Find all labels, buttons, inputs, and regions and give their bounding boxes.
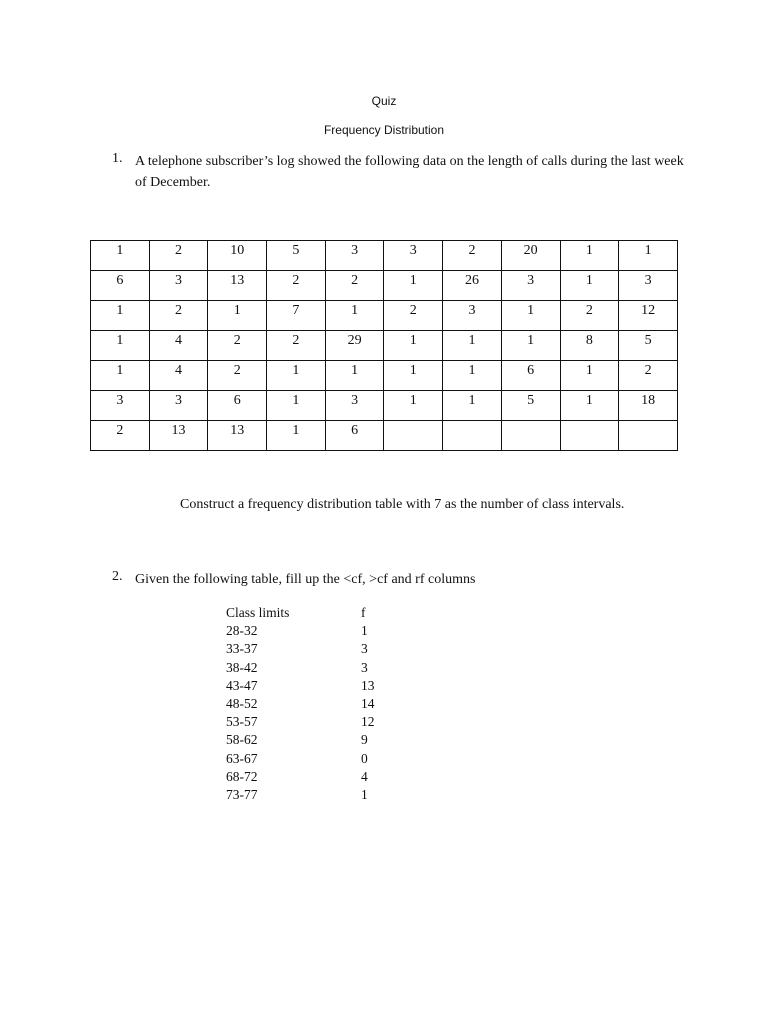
- table-row: [91, 301, 678, 331]
- table-cell: [443, 421, 502, 451]
- table-row: [226, 751, 375, 769]
- page-subtitle: Frequency Distribution: [323, 123, 445, 137]
- table-cell: 1: [384, 391, 443, 421]
- frequency-cell: 1: [361, 786, 368, 802]
- table-row: [226, 696, 375, 714]
- table-cell: 1: [384, 331, 443, 361]
- question-1-instruction: Construct a frequency distribution table with 7 as the number of class intervals.: [180, 497, 625, 512]
- class-limits-table: [226, 605, 375, 805]
- table-cell: 1: [501, 331, 560, 361]
- class-limit-cell: 58-62: [226, 732, 258, 748]
- table-row: [226, 732, 375, 750]
- table-cell: 1: [91, 331, 150, 361]
- frequency-cell: 4: [361, 768, 368, 784]
- table-cell: 2: [267, 331, 326, 361]
- class-limit-cell: 68-72: [226, 768, 258, 784]
- table-cell: 4: [149, 361, 208, 391]
- question-2-text: Given the following table, fill up the <cf, >cf and rf columns: [135, 572, 476, 587]
- table-cell: 2: [208, 331, 267, 361]
- table-row: [226, 769, 375, 787]
- table-cell: 2: [560, 301, 619, 331]
- table-cell: 3: [325, 241, 384, 271]
- table-cell: 1: [501, 301, 560, 331]
- table-cell: [619, 421, 678, 451]
- call-length-table-body: [91, 241, 678, 451]
- question-1-text: A telephone subscriber’s log showed the following data on the length of calls during the last week of December.: [135, 154, 684, 190]
- table-cell: 3: [91, 391, 150, 421]
- table-cell: 2: [619, 361, 678, 391]
- table-cell: 1: [560, 271, 619, 301]
- table-cell: 18: [619, 391, 678, 421]
- table-cell: 20: [501, 241, 560, 271]
- table-cell: [501, 421, 560, 451]
- frequency-cell: 0: [361, 750, 368, 766]
- call-length-table: [90, 240, 678, 451]
- table-cell: 3: [149, 271, 208, 301]
- table-cell: 2: [91, 421, 150, 451]
- table-cell: 12: [619, 301, 678, 331]
- table-cell: 8: [560, 331, 619, 361]
- table-row: [91, 421, 678, 451]
- table-cell: 1: [384, 361, 443, 391]
- table-cell: 1: [91, 301, 150, 331]
- frequency-cell: 1: [361, 623, 368, 639]
- question-1-number: 1.: [112, 151, 123, 166]
- class-limit-cell: 48-52: [226, 695, 258, 711]
- table-cell: 1: [443, 361, 502, 391]
- table-cell: 1: [443, 391, 502, 421]
- table-cell: 1: [560, 241, 619, 271]
- class-limits-header-row: [226, 605, 375, 623]
- table-cell: 13: [208, 421, 267, 451]
- frequency-cell: 3: [361, 641, 368, 657]
- table-cell: 6: [325, 421, 384, 451]
- table-cell: 1: [443, 331, 502, 361]
- table-row: [226, 660, 375, 678]
- table-cell: 2: [267, 271, 326, 301]
- table-cell: 29: [325, 331, 384, 361]
- class-limit-cell: 63-67: [226, 750, 258, 766]
- frequency-cell: 14: [361, 695, 375, 711]
- table-cell: 5: [501, 391, 560, 421]
- table-cell: 3: [384, 241, 443, 271]
- table-cell: 10: [208, 241, 267, 271]
- table-cell: 3: [443, 301, 502, 331]
- table-cell: 1: [325, 301, 384, 331]
- table-cell: 5: [267, 241, 326, 271]
- table-cell: 1: [91, 361, 150, 391]
- table-cell: 1: [619, 241, 678, 271]
- table-cell: 2: [443, 241, 502, 271]
- table-cell: 1: [325, 361, 384, 391]
- class-limit-cell: 53-57: [226, 714, 258, 730]
- frequency-cell: 9: [361, 732, 368, 748]
- table-row: [226, 641, 375, 659]
- table-cell: 3: [149, 391, 208, 421]
- frequency-cell: 13: [361, 677, 375, 693]
- frequency-cell: 3: [361, 659, 368, 675]
- table-cell: 1: [560, 391, 619, 421]
- table-cell: 1: [267, 391, 326, 421]
- table-row: [91, 241, 678, 271]
- table-row: [226, 787, 375, 805]
- class-limit-cell: 43-47: [226, 677, 258, 693]
- table-row: [91, 331, 678, 361]
- table-cell: 1: [91, 241, 150, 271]
- table-cell: 1: [267, 361, 326, 391]
- table-row: [226, 714, 375, 732]
- class-limits-table-body: [226, 623, 375, 805]
- class-limit-cell: 73-77: [226, 786, 258, 802]
- table-cell: 3: [619, 271, 678, 301]
- table-cell: 7: [267, 301, 326, 331]
- class-limit-cell: 33-37: [226, 641, 258, 657]
- table-row: [91, 271, 678, 301]
- table-cell: 1: [208, 301, 267, 331]
- frequency-header: f: [361, 605, 366, 620]
- table-row: [91, 361, 678, 391]
- table-row: [91, 391, 678, 421]
- table-cell: 3: [501, 271, 560, 301]
- table-cell: 26: [443, 271, 502, 301]
- table-cell: 1: [267, 421, 326, 451]
- table-cell: 2: [384, 301, 443, 331]
- table-cell: 13: [149, 421, 208, 451]
- table-cell: 6: [91, 271, 150, 301]
- table-cell: [560, 421, 619, 451]
- class-limits-header: Class limits: [226, 605, 290, 620]
- table-cell: 6: [208, 391, 267, 421]
- frequency-cell: 12: [361, 714, 375, 730]
- table-cell: 13: [208, 271, 267, 301]
- table-row: [226, 678, 375, 696]
- table-cell: 3: [325, 391, 384, 421]
- table-cell: 2: [149, 301, 208, 331]
- table-row: [226, 623, 375, 641]
- table-cell: 5: [619, 331, 678, 361]
- class-limit-cell: 28-32: [226, 623, 258, 639]
- question-2-number: 2.: [112, 569, 123, 584]
- table-cell: 6: [501, 361, 560, 391]
- table-cell: 2: [149, 241, 208, 271]
- table-cell: 1: [384, 271, 443, 301]
- page-title: Quiz: [371, 94, 397, 108]
- table-cell: 2: [208, 361, 267, 391]
- table-cell: 2: [325, 271, 384, 301]
- table-cell: [384, 421, 443, 451]
- table-cell: 1: [560, 361, 619, 391]
- table-cell: 4: [149, 331, 208, 361]
- class-limit-cell: 38-42: [226, 659, 258, 675]
